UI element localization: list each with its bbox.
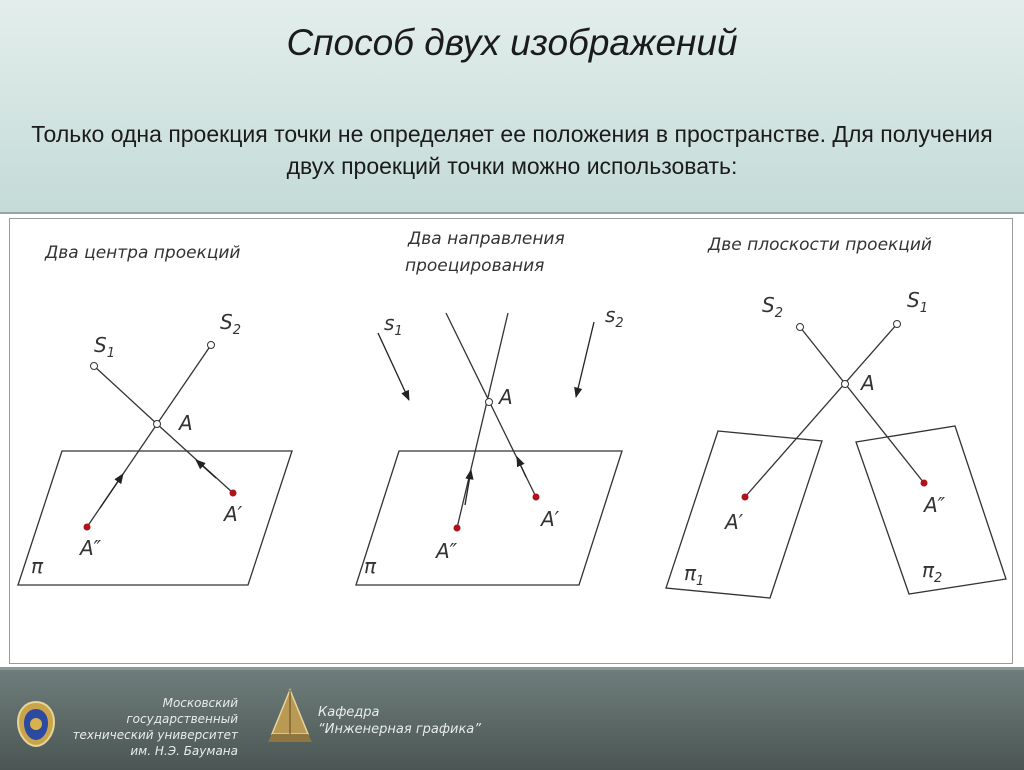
label-aprime: A′ (224, 502, 243, 526)
department-logo-icon (266, 688, 314, 746)
label-s2: $s_2$ (605, 303, 624, 331)
point-aprime (230, 490, 237, 497)
ray-a-aprime (157, 424, 233, 493)
point-adouble (84, 524, 91, 531)
label-a: A (861, 371, 875, 395)
label-s1: $S_1$ (907, 288, 928, 316)
point-s2 (797, 324, 804, 331)
label-aprime: A′ (725, 510, 744, 534)
point-adouble (921, 480, 928, 487)
point-s2 (208, 342, 215, 349)
diagram-two-directions (356, 229, 624, 585)
point-a (842, 381, 849, 388)
point-aprime (533, 494, 540, 501)
page-subtitle: Только одна проекция точки не определяет ее положения в пространстве. Для получения двух проекций точки можно использовать: (31, 121, 993, 179)
label-plane-pi1: $\pi_1$ (684, 561, 705, 589)
label-s2: $S_2$ (220, 310, 241, 338)
arrow-adouble (465, 470, 471, 505)
point-a (486, 399, 493, 406)
label-plane: π (364, 554, 377, 578)
arrow-adouble (100, 474, 123, 508)
label-adouble: A″ (436, 539, 458, 563)
caption-two-directions-2: проецирования (405, 256, 545, 276)
point-adouble (454, 525, 461, 532)
caption-two-planes: Две плоскости проекций (708, 235, 932, 255)
diagram-two-planes (666, 235, 1006, 598)
label-s1: $S_1$ (94, 333, 115, 361)
point-s1 (91, 363, 98, 370)
caption-two-directions-1: Два направления (408, 229, 565, 249)
page-title: Способ двух изображений (286, 22, 738, 63)
label-s2: $S_2$ (762, 293, 783, 321)
ray-s1-a (94, 366, 157, 424)
plane-pi (18, 451, 292, 585)
label-adouble: A″ (80, 536, 102, 560)
university-name: Московский государственный технический университет им. Н.Э. Баумана (72, 696, 238, 758)
arrow-aprime (196, 460, 216, 478)
point-aprime (742, 494, 749, 501)
ray-s1-aprime (745, 324, 897, 497)
caption-two-centers: Два центра проекций (45, 243, 241, 263)
label-a: A (499, 385, 513, 409)
label-adouble: A″ (924, 493, 946, 517)
label-plane: π (31, 554, 44, 578)
label-aprime: A′ (541, 507, 560, 531)
label-plane-pi2: $\pi_2$ (922, 558, 943, 586)
label-s1: $s_1$ (384, 311, 403, 339)
direction-arrow-s2 (576, 322, 594, 397)
label-a: A (179, 411, 193, 435)
arrow-aprime (517, 457, 526, 477)
direction-line-2 (457, 313, 508, 528)
diagram-two-centers (18, 243, 292, 585)
direction-arrow-s1 (378, 333, 409, 400)
point-s1 (894, 321, 901, 328)
department-name: Кафедра “Инженерная графика” (318, 705, 482, 737)
point-a (154, 421, 161, 428)
plane-pi (356, 451, 622, 585)
university-emblem-icon (16, 700, 56, 748)
